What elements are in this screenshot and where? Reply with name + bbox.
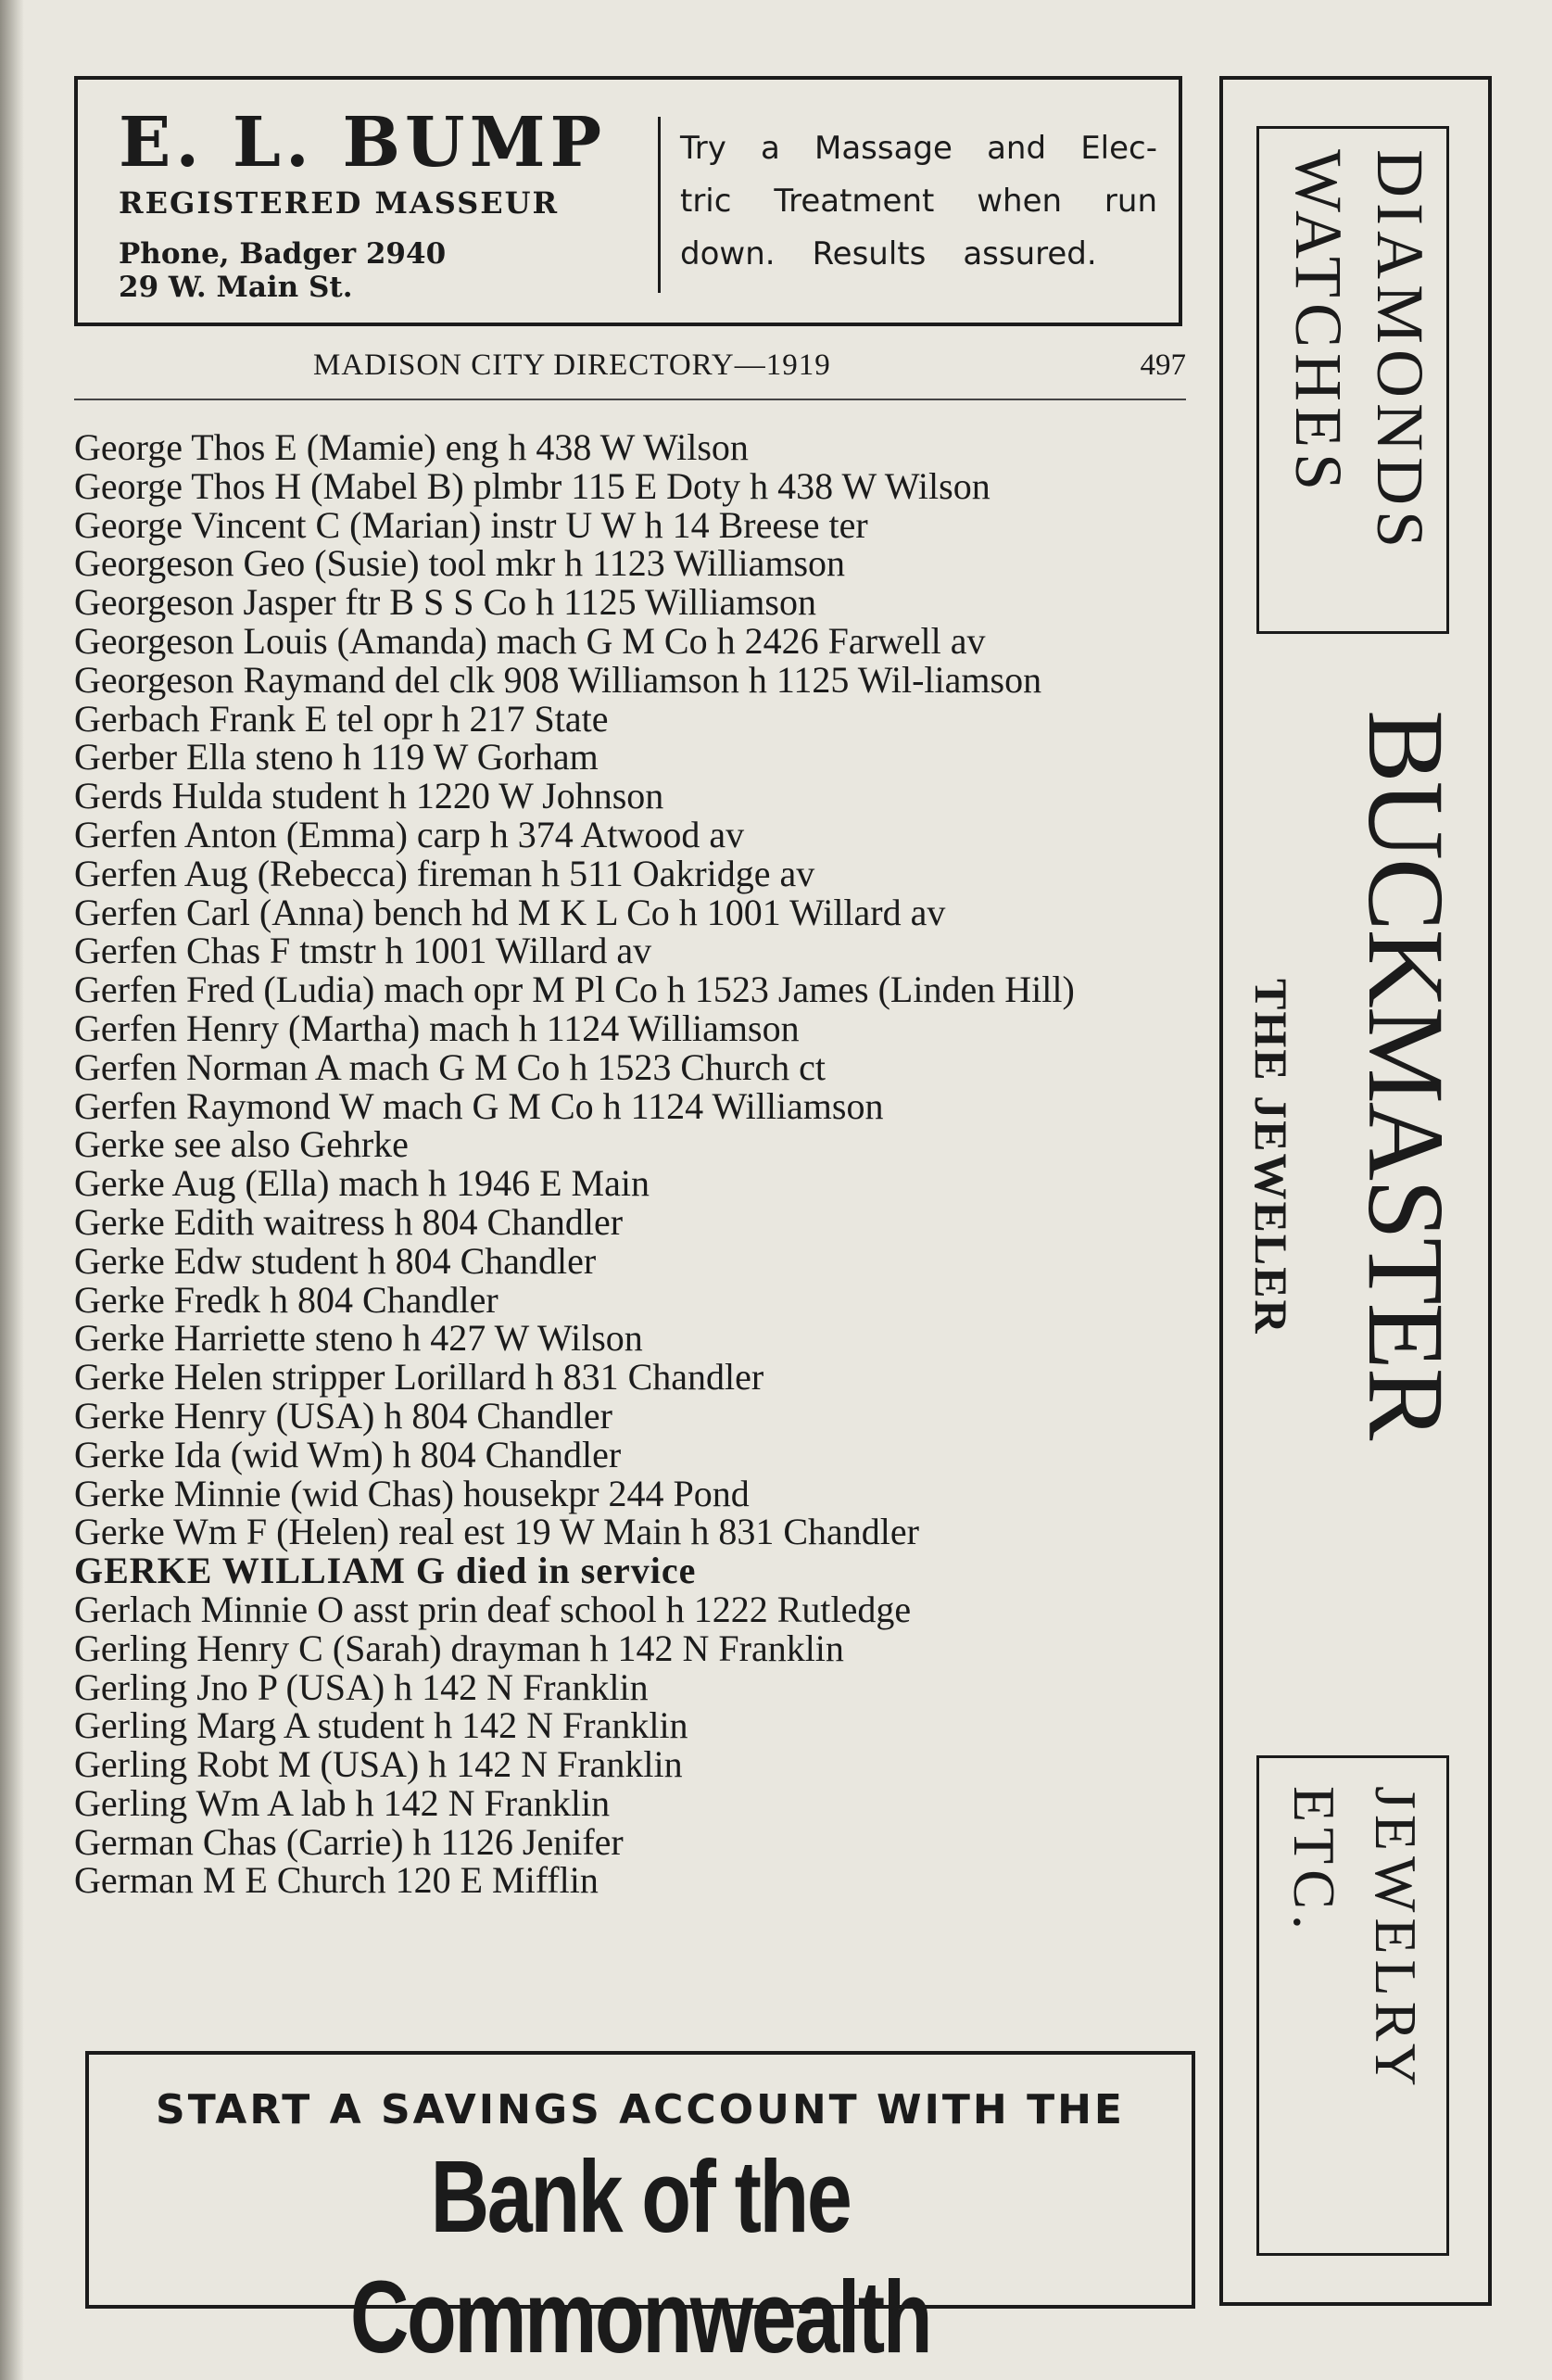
directory-entry: Gerke Helen stripper Lorillard h 831 Chandler	[74, 1356, 764, 1399]
etc-text: ETC.	[1281, 1786, 1347, 1935]
pitch-line	[680, 175, 1157, 228]
pitch-word: run	[1104, 183, 1157, 220]
directory-entry: Gerds Hulda student h 1220 W Johnson	[74, 775, 664, 817]
directory-entry: Gerling Jno P (USA) h 142 N Franklin	[74, 1665, 649, 1708]
masseur-advertisement	[74, 76, 1182, 326]
directory-entry: Gerke Ida (wid Wm) h 804 Chandler	[74, 1433, 622, 1475]
pitch-word: tric	[680, 183, 732, 220]
page-number: 497	[1140, 348, 1186, 382]
jeweler-brand: BUCKMASTER	[1345, 710, 1467, 1439]
pitch-word: Elec-	[1080, 130, 1157, 167]
pitch-word: Results	[812, 235, 927, 272]
directory-entry: Gerke see also Gehrke	[74, 1123, 409, 1166]
directory-entry: Georgeson Geo (Susie) tool mkr h 1123 Williamson	[74, 542, 846, 585]
jeweler-advertisement	[1219, 76, 1492, 2306]
directory-entry: Gerfen Chas F tmstr h 1001 Willard av	[74, 930, 652, 972]
directory-entry: Gerke Henry (USA) h 804 Chandler	[74, 1394, 612, 1437]
directory-entry: Gerling Marg A student h 142 N Franklin	[74, 1704, 688, 1747]
directory-entry: Georgeson Jasper ftr B S S Co h 1125 Williamson	[74, 581, 816, 624]
pitch-line	[680, 228, 1157, 281]
directory-entry: Georgeson Louis (Amanda) mach G M Co h 2426 Farwell av	[74, 619, 986, 662]
masseur-identity	[119, 103, 693, 304]
pitch-word: down.	[680, 235, 776, 272]
advertiser-phone: Phone, Badger 2940	[119, 237, 447, 271]
directory-entry: Gerfen Raymond W mach G M Co h 1124 Williamson	[74, 1084, 884, 1127]
pitch-word: when	[977, 183, 1063, 220]
directory-entry: Gerbach Frank E tel opr h 217 State	[74, 697, 609, 740]
directory-entry: George Thos E (Mamie) eng h 438 W Wilson	[74, 426, 749, 468]
directory-entry: Gerke Wm F (Helen) real est 19 W Main h 831 Chandler	[74, 1511, 919, 1553]
pitch-word: assured.	[963, 235, 1097, 272]
bank-advertisement	[85, 2051, 1195, 2374]
directory-entry: Gerling Henry C (Sarah) drayman h 142 N Franklin	[74, 1627, 844, 1669]
bank-tagline: START A SAVINGS ACCOUNT WITH THE	[156, 2086, 1125, 2133]
bank-name: Bank of the Commonwealth	[349, 2140, 931, 2374]
directory-entry: Gerke Edw student h 804 Chandler	[74, 1239, 597, 1282]
directory-entry: Gerfen Anton (Emma) carp h 374 Atwood av	[74, 813, 745, 855]
jewelry-text: JEWELRY	[1363, 1786, 1429, 2092]
watches-text: WATCHES	[1281, 149, 1356, 497]
directory-entry: Gerke Edith waitress h 804 Chandler	[74, 1200, 624, 1243]
directory-entry: GERKE WILLIAM G died in service	[74, 1550, 697, 1592]
pitch-word: Try	[680, 130, 726, 167]
directory-entry: Gerfen Aug (Rebecca) fireman h 511 Oakridge av	[74, 852, 815, 894]
directory-entry: Gerber Ella steno h 119 W Gorham	[74, 736, 599, 779]
directory-entry: Gerfen Fred (Ludia) mach opr M Pl Co h 1523 James (Linden Hill)	[74, 968, 1075, 1011]
directory-entry: Gerlach Minnie O asst prin deaf school h 1222 Rutledge	[74, 1588, 912, 1630]
ad-divider	[658, 117, 661, 293]
page-gutter-shadow	[0, 0, 24, 2380]
advertisement-pitch	[680, 122, 1157, 281]
directory-listings	[74, 428, 1191, 1900]
directory-entry: Gerke Fredk h 804 Chandler	[74, 1278, 498, 1321]
running-header	[74, 348, 1186, 400]
pitch-word: Massage	[814, 130, 953, 167]
directory-entry: German Chas (Carrie) h 1126 Jenifer	[74, 1820, 624, 1863]
directory-entry: Gerfen Norman A mach G M Co h 1523 Church ct	[74, 1045, 826, 1088]
pitch-line	[680, 122, 1157, 175]
directory-entry: Gerfen Carl (Anna) bench hd M K L Co h 1001 Willard av	[74, 891, 946, 933]
pitch-word: and	[987, 130, 1047, 167]
directory-entry: Gerke Harriette steno h 427 W Wilson	[74, 1317, 643, 1360]
pitch-word: Treatment	[774, 183, 935, 220]
directory-entry: Gerke Aug (Ella) mach h 1946 E Main	[74, 1162, 650, 1205]
directory-entry: German M E Church 120 E Mifflin	[74, 1859, 599, 1902]
directory-entry: Gerke Minnie (wid Chas) housekpr 244 Pond	[74, 1472, 750, 1514]
directory-entry: Gerling Robt M (USA) h 142 N Franklin	[74, 1743, 683, 1786]
directory-entry: George Vincent C (Marian) instr U W h 14 Breese ter	[74, 503, 868, 546]
advertiser-address: 29 W. Main St.	[119, 271, 353, 304]
jeweler-top-box	[1256, 126, 1449, 634]
diamonds-text: DIAMONDS	[1363, 149, 1437, 554]
directory-entry: Gerfen Henry (Martha) mach h 1124 Williamson	[74, 1006, 800, 1049]
directory-entry: Georgeson Raymand del clk 908 Williamson h 1125 Wil-liamson	[74, 658, 1042, 701]
directory-entry: George Thos H (Mabel B) plmbr 115 E Doty h 438 W Wilson	[74, 464, 991, 507]
jeweler-subtitle: THE JEWELER	[1245, 979, 1297, 1336]
directory-entry: Gerling Wm A lab h 142 N Franklin	[74, 1781, 611, 1824]
pitch-word: a	[761, 130, 780, 167]
jeweler-bottom-box	[1256, 1755, 1449, 2256]
advertiser-name: E. L. BUMP	[119, 103, 607, 183]
advertiser-title: REGISTERED MASSEUR	[119, 185, 560, 221]
directory-title: MADISON CITY DIRECTORY—1919	[313, 348, 831, 382]
